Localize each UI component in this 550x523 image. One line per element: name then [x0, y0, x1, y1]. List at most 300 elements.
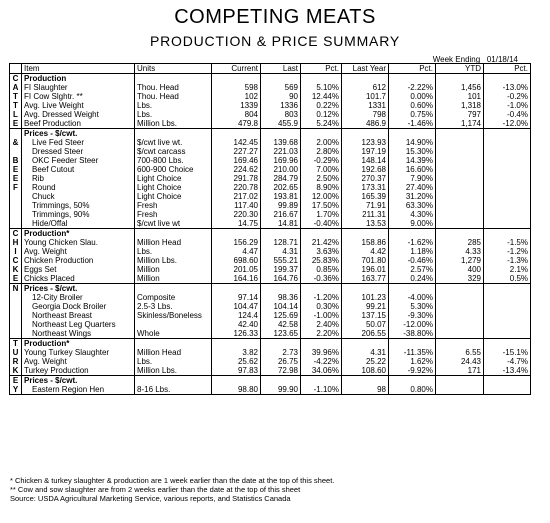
column-header: Current	[212, 64, 261, 74]
value-cell	[212, 284, 261, 294]
value-cell: 42.58	[261, 320, 301, 329]
value-cell: 2.20%	[301, 329, 342, 339]
item-label: Rib	[22, 174, 135, 183]
value-cell: 24.43	[436, 357, 484, 366]
value-cell: 12.44%	[301, 92, 342, 101]
table-row	[10, 339, 531, 349]
column-header	[10, 64, 22, 74]
value-cell: 598	[212, 83, 261, 92]
category-letter	[10, 147, 22, 156]
units-cell	[135, 229, 212, 239]
value-cell: -38.80%	[389, 329, 436, 339]
value-cell: 117.40	[212, 201, 261, 210]
item-label: Northeast Leg Quarters	[22, 320, 135, 329]
table-row	[10, 376, 531, 386]
item-label: Young Chicken Slau.	[22, 238, 135, 247]
value-cell: 285	[436, 238, 484, 247]
table-row	[10, 302, 531, 311]
value-cell	[436, 229, 484, 239]
week-ending-label: Week Ending	[432, 55, 481, 64]
value-cell: 2.50%	[301, 174, 342, 183]
value-cell: 139.68	[261, 138, 301, 147]
value-cell	[484, 156, 531, 165]
value-cell: 701.80	[342, 256, 389, 265]
value-cell	[261, 339, 301, 349]
value-cell: 798	[342, 110, 389, 119]
week-ending-date: 01/18/14	[486, 55, 518, 64]
value-cell: -1.10%	[301, 385, 342, 395]
value-cell: 400	[436, 265, 484, 274]
value-cell: 104.14	[261, 302, 301, 311]
value-cell: 169.46	[212, 156, 261, 165]
value-cell: -1.3%	[484, 256, 531, 265]
category-letter: E	[10, 274, 22, 284]
value-cell: 71.91	[342, 201, 389, 210]
table-row	[10, 119, 531, 129]
value-cell: 455.9	[261, 119, 301, 129]
value-cell: 479.8	[212, 119, 261, 129]
table-row	[10, 165, 531, 174]
footnote-source: Source: USDA Agricultural Marketing Service, various reports, and Statistics Canada	[10, 494, 291, 503]
table-row	[10, 147, 531, 156]
value-cell: 101.23	[342, 293, 389, 302]
value-cell	[389, 229, 436, 239]
value-cell	[301, 74, 342, 84]
value-cell	[484, 376, 531, 386]
value-cell	[212, 74, 261, 84]
value-cell	[436, 138, 484, 147]
value-cell: 196.01	[342, 265, 389, 274]
value-cell: 284.79	[261, 174, 301, 183]
units-cell: Lbs.	[135, 247, 212, 256]
item-label: Beef Cutout	[22, 165, 135, 174]
value-cell: 165.39	[342, 192, 389, 201]
item-label: Chicken Production	[22, 256, 135, 265]
value-cell: 2.00%	[301, 138, 342, 147]
table-row	[10, 329, 531, 339]
value-cell: 128.71	[261, 238, 301, 247]
value-cell	[342, 129, 389, 139]
item-label: Prices - $/cwt.	[22, 376, 135, 386]
value-cell: 486.9	[342, 119, 389, 129]
item-label: Avg. Weight	[22, 247, 135, 256]
value-cell: 99.90	[261, 385, 301, 395]
value-cell: 1,279	[436, 256, 484, 265]
value-cell: 13.53	[342, 219, 389, 229]
category-letter: K	[10, 366, 22, 376]
item-label: Production	[22, 74, 135, 84]
value-cell: 1336	[261, 101, 301, 110]
value-cell	[212, 339, 261, 349]
value-cell: 6.55	[436, 348, 484, 357]
value-cell: 220.30	[212, 210, 261, 219]
value-cell: 291.78	[212, 174, 261, 183]
units-cell: Light Choice	[135, 174, 212, 183]
value-cell: 797	[436, 110, 484, 119]
value-cell	[436, 219, 484, 229]
value-cell: 158.86	[342, 238, 389, 247]
value-cell	[484, 311, 531, 320]
value-cell	[436, 385, 484, 395]
item-label: Chicks Placed	[22, 274, 135, 284]
table-row	[10, 138, 531, 147]
value-cell: 98.80	[212, 385, 261, 395]
category-letter: H	[10, 238, 22, 247]
value-cell	[212, 129, 261, 139]
category-letter	[10, 129, 22, 139]
table-row	[10, 320, 531, 329]
units-cell: Fresh	[135, 201, 212, 210]
value-cell: 12.00%	[301, 192, 342, 201]
footnote-chicken-turkey: * Chicken & turkey slaughter & production are 1 week earlier than the date at the top of this sheet.	[10, 476, 335, 485]
value-cell	[301, 129, 342, 139]
value-cell: 197.19	[342, 147, 389, 156]
item-label: Prices - $/cwt.	[22, 284, 135, 294]
units-cell: Million	[135, 274, 212, 284]
item-label: Live Fed Steer	[22, 138, 135, 147]
value-cell: 142.45	[212, 138, 261, 147]
value-cell: 210.00	[261, 165, 301, 174]
value-cell	[484, 219, 531, 229]
value-cell: 126.33	[212, 329, 261, 339]
item-label: 12-City Broiler	[22, 293, 135, 302]
table-row	[10, 74, 531, 84]
value-cell	[389, 74, 436, 84]
value-cell: 5.10%	[301, 83, 342, 92]
value-cell	[261, 229, 301, 239]
item-label: Production*	[22, 339, 135, 349]
value-cell: 14.39%	[389, 156, 436, 165]
table-header-row	[10, 64, 531, 74]
value-cell	[436, 129, 484, 139]
value-cell: 5.24%	[301, 119, 342, 129]
value-cell: 217.02	[212, 192, 261, 201]
value-cell: -13.4%	[484, 366, 531, 376]
units-cell: Skinless/Boneless	[135, 311, 212, 320]
units-cell	[135, 129, 212, 139]
category-letter: I	[10, 247, 22, 256]
item-label: OKC Feeder Steer	[22, 156, 135, 165]
page-subtitle: PRODUCTION & PRICE SUMMARY	[149, 33, 400, 49]
value-cell: 1331	[342, 101, 389, 110]
value-cell: 163.77	[342, 274, 389, 284]
value-cell: 2.73	[261, 348, 301, 357]
units-cell: $/cwt live wt.	[135, 138, 212, 147]
table-row	[10, 293, 531, 302]
value-cell: 16.60%	[389, 165, 436, 174]
value-cell: 17.50%	[301, 201, 342, 210]
item-label: Chuck	[22, 192, 135, 201]
value-cell: 39.96%	[301, 348, 342, 357]
value-cell	[342, 229, 389, 239]
units-cell: Whole	[135, 329, 212, 339]
value-cell: 108.60	[342, 366, 389, 376]
item-label: Hide/Offal	[22, 219, 135, 229]
category-letter	[10, 320, 22, 329]
value-cell: 101.7	[342, 92, 389, 101]
table-row	[10, 101, 531, 110]
value-cell: 220.78	[212, 183, 261, 192]
value-cell: 804	[212, 110, 261, 119]
item-label: Avg. Live Weight	[22, 101, 135, 110]
category-letter: U	[10, 348, 22, 357]
value-cell: 0.75%	[389, 110, 436, 119]
value-cell: 25.22	[342, 357, 389, 366]
value-cell	[484, 165, 531, 174]
value-cell: 0.5%	[484, 274, 531, 284]
value-cell	[436, 302, 484, 311]
category-letter: R	[10, 357, 22, 366]
value-cell	[484, 192, 531, 201]
value-cell: 5.30%	[389, 302, 436, 311]
value-cell: 124.4	[212, 311, 261, 320]
item-label: Prices - $/cwt.	[22, 129, 135, 139]
value-cell: 4.31	[261, 247, 301, 256]
item-label: Production*	[22, 229, 135, 239]
category-letter: E	[10, 376, 22, 386]
item-label: Eggs Set	[22, 265, 135, 274]
value-cell: 169.96	[261, 156, 301, 165]
value-cell: -0.40%	[301, 219, 342, 229]
value-cell: 698.60	[212, 256, 261, 265]
value-cell: 31.20%	[389, 192, 436, 201]
value-cell: 63.30%	[389, 201, 436, 210]
value-cell: 0.24%	[389, 274, 436, 284]
footnotes	[10, 476, 334, 503]
value-cell	[484, 201, 531, 210]
units-cell: 8-16 Lbs.	[135, 385, 212, 395]
value-cell: 224.62	[212, 165, 261, 174]
value-cell: -0.46%	[389, 256, 436, 265]
value-cell: 14.81	[261, 219, 301, 229]
value-cell	[342, 339, 389, 349]
value-cell	[436, 201, 484, 210]
value-cell: 104.47	[212, 302, 261, 311]
category-letter: A	[10, 83, 22, 92]
category-letter: K	[10, 265, 22, 274]
value-cell: 4.30%	[389, 210, 436, 219]
category-letter: C	[10, 229, 22, 239]
value-cell: 14.75	[212, 219, 261, 229]
table-row	[10, 156, 531, 165]
table-row	[10, 110, 531, 119]
item-label: FI Slaughter	[22, 83, 135, 92]
value-cell: 7.90%	[389, 174, 436, 183]
value-cell	[436, 183, 484, 192]
table-row	[10, 192, 531, 201]
value-cell: 206.55	[342, 329, 389, 339]
category-letter	[10, 219, 22, 229]
value-cell	[484, 339, 531, 349]
value-cell: 4.42	[342, 247, 389, 256]
value-cell: 15.30%	[389, 147, 436, 156]
value-cell	[389, 129, 436, 139]
value-cell: 0.30%	[301, 302, 342, 311]
value-cell: 173.31	[342, 183, 389, 192]
value-cell	[484, 129, 531, 139]
value-cell: 199.37	[261, 265, 301, 274]
value-cell: 148.14	[342, 156, 389, 165]
value-cell: -12.0%	[484, 119, 531, 129]
value-cell: 1,456	[436, 83, 484, 92]
value-cell: 4.31	[342, 348, 389, 357]
value-cell: -2.22%	[389, 83, 436, 92]
value-cell: 1.70%	[301, 210, 342, 219]
value-cell: 42.40	[212, 320, 261, 329]
category-letter	[10, 302, 22, 311]
value-cell: 102	[212, 92, 261, 101]
units-cell: $/cwt carcass	[135, 147, 212, 156]
units-cell: Lbs.	[135, 101, 212, 110]
units-cell: Thou. Head	[135, 92, 212, 101]
value-cell	[436, 376, 484, 386]
value-cell: -15.1%	[484, 348, 531, 357]
item-label: Trimmings, 90%	[22, 210, 135, 219]
value-cell: 27.40%	[389, 183, 436, 192]
value-cell	[342, 74, 389, 84]
value-cell: 34.06%	[301, 366, 342, 376]
item-label: Young Turkey Slaughter	[22, 348, 135, 357]
column-header: Last	[261, 64, 301, 74]
value-cell	[436, 293, 484, 302]
value-cell	[301, 376, 342, 386]
value-cell: 14.90%	[389, 138, 436, 147]
value-cell: 97.14	[212, 293, 261, 302]
value-cell: -1.5%	[484, 238, 531, 247]
value-cell: 0.85%	[301, 265, 342, 274]
value-cell	[484, 302, 531, 311]
value-cell: 8.90%	[301, 183, 342, 192]
category-letter: N	[10, 284, 22, 294]
units-cell: 600-900 Choice	[135, 165, 212, 174]
table-row	[10, 219, 531, 229]
value-cell: 193.81	[261, 192, 301, 201]
units-cell: $/cwt live wt	[135, 219, 212, 229]
units-cell: Fresh	[135, 210, 212, 219]
units-cell	[135, 74, 212, 84]
item-label: Round	[22, 183, 135, 192]
value-cell: 98	[342, 385, 389, 395]
table-row	[10, 284, 531, 294]
item-label: Avg. Dressed Weight	[22, 110, 135, 119]
value-cell	[301, 284, 342, 294]
value-cell: 164.76	[261, 274, 301, 284]
category-letter: T	[10, 339, 22, 349]
footnote-cow-sow: ** Cow and sow slaughter are from 2 weeks earlier than the date at the top of this sheet	[10, 485, 301, 494]
value-cell: 0.60%	[389, 101, 436, 110]
table-row	[10, 238, 531, 247]
value-cell: 0.12%	[301, 110, 342, 119]
table-row	[10, 311, 531, 320]
table-row	[10, 201, 531, 210]
table-row	[10, 83, 531, 92]
value-cell: 4.33	[436, 247, 484, 256]
value-cell	[342, 376, 389, 386]
category-letter: Y	[10, 385, 22, 395]
value-cell: -1.46%	[389, 119, 436, 129]
value-cell: 221.03	[261, 147, 301, 156]
category-letter: E	[10, 119, 22, 129]
units-cell: Light Choice	[135, 183, 212, 192]
value-cell	[261, 376, 301, 386]
value-cell: 123.65	[261, 329, 301, 339]
value-cell: -0.2%	[484, 92, 531, 101]
item-label: Trimmings, 50%	[22, 201, 135, 210]
value-cell	[436, 210, 484, 219]
units-cell	[135, 376, 212, 386]
value-cell: 803	[261, 110, 301, 119]
value-cell: 216.67	[261, 210, 301, 219]
value-cell: -13.0%	[484, 83, 531, 92]
category-letter: T	[10, 101, 22, 110]
value-cell: 171	[436, 366, 484, 376]
value-cell: 202.65	[261, 183, 301, 192]
units-cell: Million Head	[135, 238, 212, 247]
value-cell: -0.36%	[301, 274, 342, 284]
value-cell	[484, 147, 531, 156]
item-label: Beef Production	[22, 119, 135, 129]
column-header: Pct.	[389, 64, 436, 74]
value-cell: -1.2%	[484, 247, 531, 256]
value-cell: -0.29%	[301, 156, 342, 165]
column-header: Item	[22, 64, 135, 74]
value-cell: -4.7%	[484, 357, 531, 366]
value-cell: 4.47	[212, 247, 261, 256]
value-cell: 270.37	[342, 174, 389, 183]
value-cell	[484, 293, 531, 302]
value-cell: 97.83	[212, 366, 261, 376]
category-letter: F	[10, 183, 22, 192]
table-row	[10, 129, 531, 139]
value-cell: 1339	[212, 101, 261, 110]
value-cell	[389, 284, 436, 294]
table-row	[10, 265, 531, 274]
category-letter: T	[10, 92, 22, 101]
category-letter: E	[10, 174, 22, 183]
value-cell: 164.16	[212, 274, 261, 284]
value-cell	[436, 320, 484, 329]
value-cell: -4.00%	[389, 293, 436, 302]
item-label: FI Cow Slghtr. **	[22, 92, 135, 101]
value-cell: 1,318	[436, 101, 484, 110]
table-row	[10, 385, 531, 395]
category-letter	[10, 210, 22, 219]
table-row	[10, 357, 531, 366]
table-row	[10, 256, 531, 265]
category-letter	[10, 329, 22, 339]
value-cell	[212, 229, 261, 239]
item-label: Eastern Region Hen	[22, 385, 135, 395]
units-cell: Thou. Head	[135, 83, 212, 92]
units-cell: Lbs.	[135, 357, 212, 366]
item-label: Dressed Steer	[22, 147, 135, 156]
value-cell: 201.05	[212, 265, 261, 274]
value-cell	[261, 74, 301, 84]
table-row	[10, 229, 531, 239]
category-letter	[10, 311, 22, 320]
value-cell: -11.35%	[389, 348, 436, 357]
value-cell: -1.20%	[301, 293, 342, 302]
table-row	[10, 210, 531, 219]
value-cell: 50.07	[342, 320, 389, 329]
category-letter	[10, 201, 22, 210]
value-cell: 192.68	[342, 165, 389, 174]
category-letter	[10, 293, 22, 302]
value-cell: 612	[342, 83, 389, 92]
value-cell	[436, 147, 484, 156]
value-cell: 156.29	[212, 238, 261, 247]
units-cell: Million Lbs.	[135, 366, 212, 376]
